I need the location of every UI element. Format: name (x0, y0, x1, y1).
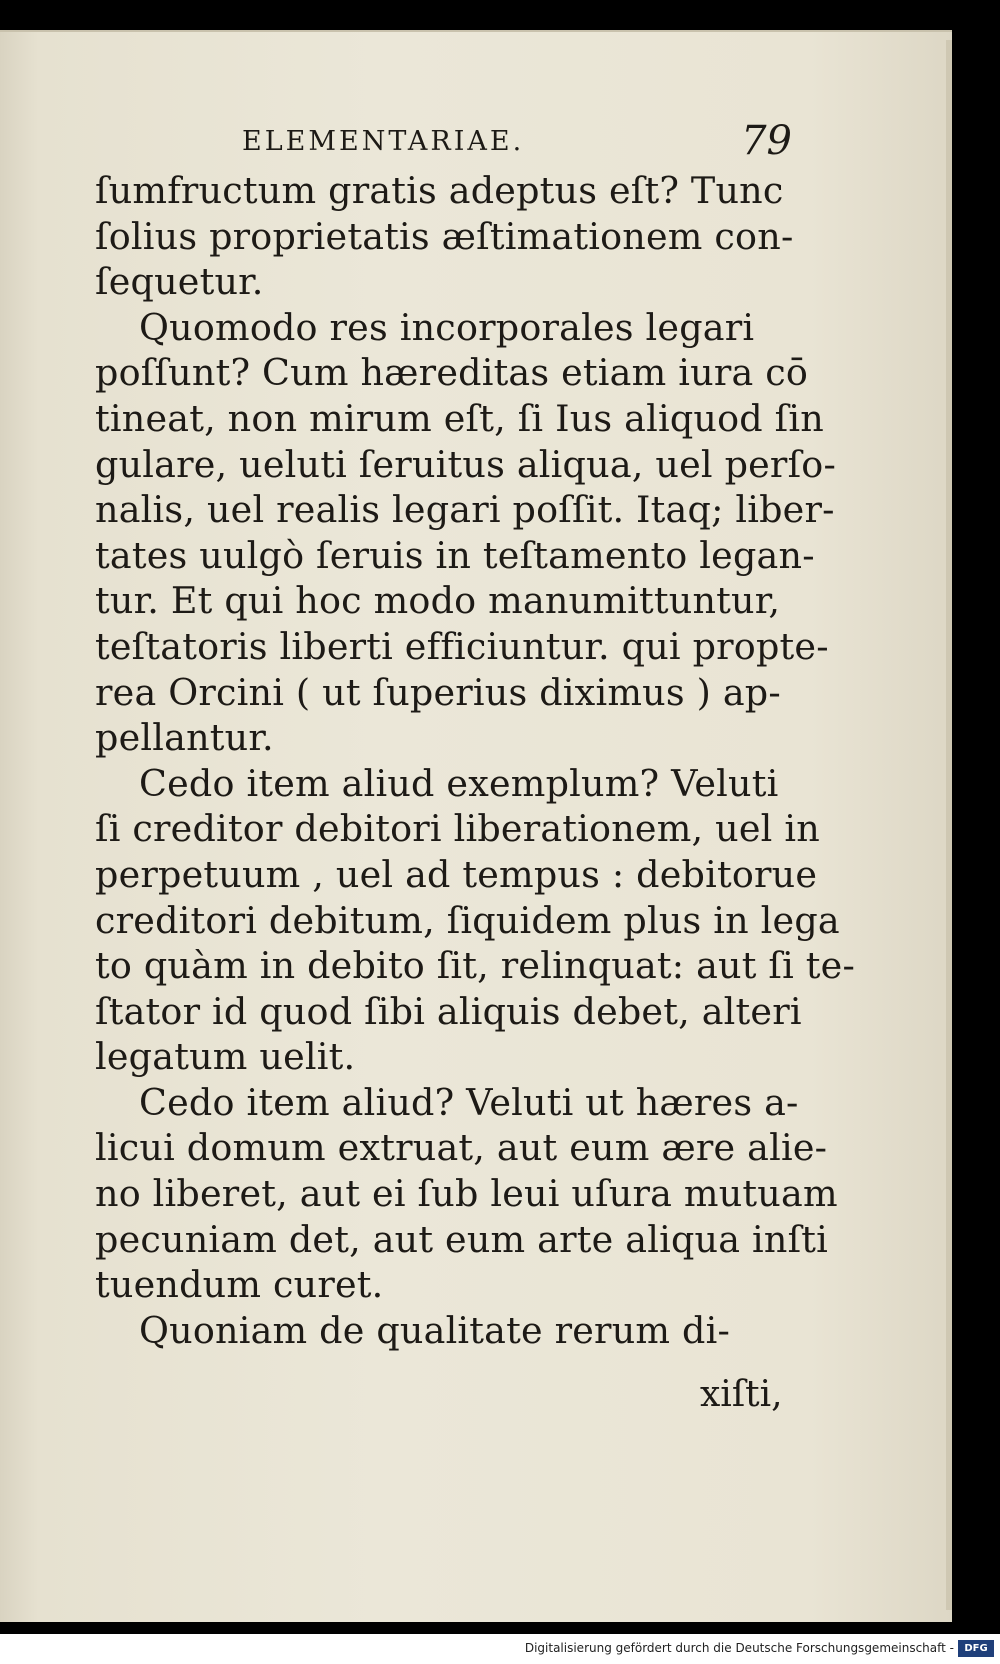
body-text (95, 168, 856, 1353)
text-line: gulare, ueluti ſeruitus aliqua, uel perſo- (95, 442, 837, 486)
text-line: perpetuum , uel ad tempus : debitorue (95, 852, 818, 896)
text-line: teſtatoris liberti efficiuntur. qui propte- (95, 624, 829, 668)
text-line: creditori debitum, ſiquidem plus in lega (95, 898, 840, 942)
text-line: licui domum extruat, aut eum ære alie- (95, 1126, 828, 1170)
text-line: ſtator id quod ſibi aliquis debet, alteri (95, 989, 802, 1033)
text-line: tur. Et qui hoc modo manumittuntur, (95, 579, 781, 623)
text-line: rea Orcini ( ut ſuperius diximus ) ap- (95, 670, 781, 714)
text-line: tineat, non mirum eſt, ſi Ius aliquod ſin (95, 396, 824, 440)
text-line: ſi creditor debitori liberationem, uel in (95, 807, 820, 851)
text-line: Quoniam de qualitate rerum di- (139, 1308, 730, 1352)
text-line: pecuniam det, aut eum arte aliqua inſti (95, 1217, 829, 1261)
running-head-title: ELEMENTARIAE. (242, 126, 525, 157)
funding-credit: Digitalisierung gefördert durch die Deutsche Forschungsgemeinschaft - (524, 1641, 954, 1655)
text-line: ſumfructum gratis adeptus eſt? Tunc (95, 169, 784, 212)
text-line: legatum uelit. (95, 1035, 356, 1079)
page-number: 79 (741, 118, 792, 164)
text-line: poſſunt? Cum hæreditas etiam iura cō (95, 351, 809, 395)
text-line: pellantur. (95, 716, 274, 760)
running-head (242, 118, 792, 170)
text-line: ſequetur. (95, 260, 264, 304)
text-line: nalis, uel realis legari poſſit. Itaq; liber- (95, 488, 835, 532)
text-line: tates uulgò ſeruis in teſtamento legan- (95, 533, 815, 577)
text-line: Cedo item aliud? Veluti ut hæres a- (139, 1080, 799, 1124)
text-line: Cedo item aliud exemplum? Veluti (139, 761, 779, 805)
text-line: ſolius proprietatis æſtimationem con- (95, 214, 794, 258)
text-line: Quomodo res incorporales legari (139, 305, 755, 349)
text-line: no liberet, aut ei ſub leui uſura mutuam (95, 1172, 838, 1216)
text-line: to quàm in debito ſit, relinquat: aut ſi te- (95, 944, 856, 988)
dfg-logo: DFG (958, 1640, 994, 1657)
text-line: tuendum curet. (95, 1263, 384, 1307)
catchword: xiſti, (700, 1374, 783, 1415)
footer-bar (0, 1634, 1000, 1664)
page-edge (946, 40, 952, 1610)
